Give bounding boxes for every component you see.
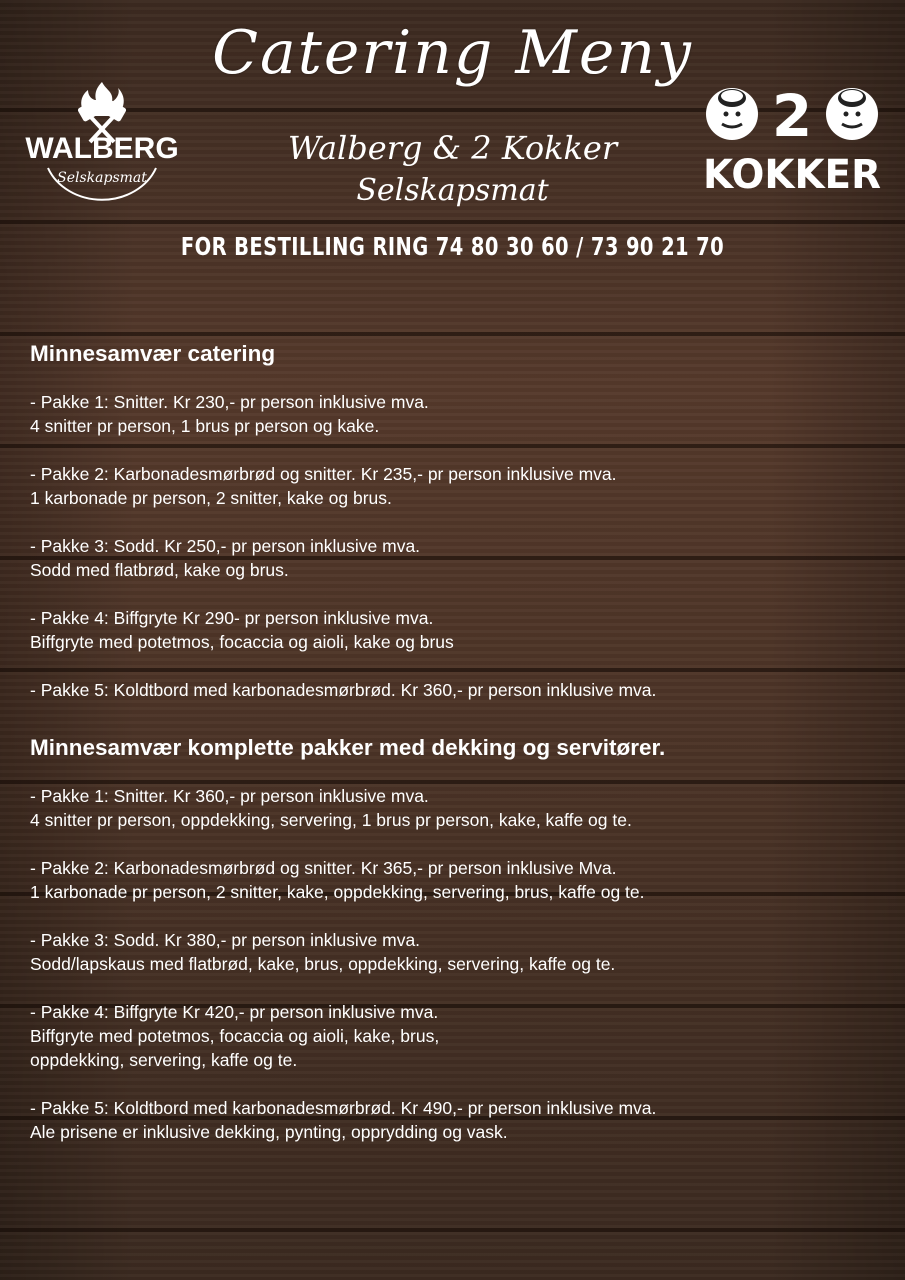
package-title: - Pakke 3: Sodd. Kr 380,- pr person inklusive mva. [30,930,421,950]
package-title: - Pakke 5: Koldtbord med karbonadesmørbrød. Kr 490,- pr person inklusive mva. [30,1098,657,1118]
chef-face-icon [826,88,878,140]
package-item [30,928,890,976]
section-heading: Minnesamvær komplette pakker med dekking og servitører. [30,735,666,760]
package-item [30,856,890,904]
subtitle-line-2: Selskapsmat [356,173,549,208]
package-title: - Pakke 2: Karbonadesmørbrød og snitter. Kr 365,- pr person inklusive Mva. [30,858,617,878]
package-description: Biffgryte med potetmos, focaccia og aioli, kake, brus, [30,1026,440,1046]
page-title: Catering Meny [212,18,693,88]
package-item [30,678,890,702]
package-title: - Pakke 4: Biffgryte Kr 290- pr person inklusive mva. [30,608,434,628]
logo-walberg-text: WALBERG [25,132,179,165]
package-item [30,606,890,654]
package-item [30,390,890,438]
walberg-logo [18,78,186,206]
section-heading: Minnesamvær catering [30,341,276,366]
package-title: - Pakke 3: Sodd. Kr 250,- pr person inklusive mva. [30,536,421,556]
package-description: Ale prisene er inklusive dekking, pynting, opprydding og vask. [30,1122,508,1142]
package-title: - Pakke 2: Karbonadesmørbrød og snitter. Kr 235,- pr person inklusive mva. [30,464,617,484]
order-phone-banner: FOR BESTILLING RING 74 80 30 60 / 73 90 21 70 [180,232,725,261]
subtitle-line-1: Walberg & 2 Kokker [287,129,618,167]
menu-section [30,338,890,702]
package-item [30,462,890,510]
package-description: Sodd med flatbrød, kake og brus. [30,560,289,580]
logo-kokker-text: KOKKER [703,152,881,194]
package-description: Biffgryte med potetmos, focaccia og aioli, kake og brus [30,632,454,652]
package-item [30,1096,890,1144]
package-title: - Pakke 5: Koldtbord med karbonadesmørbrød. Kr 360,- pr person inklusive mva. [30,680,657,700]
package-title: - Pakke 1: Snitter. Kr 360,- pr person inklusive mva. [30,786,429,806]
package-description: 4 snitter pr person, oppdekking, servering, 1 brus pr person, kake, kaffe og te. [30,810,632,830]
package-description: 1 karbonade pr person, 2 snitter, kake, oppdekking, servering, brus, kaffe og te. [30,882,645,902]
package-description: 1 karbonade pr person, 2 snitter, kake og brus. [30,488,392,508]
2-kokker-logo [700,84,884,194]
package-description: oppdekking, servering, kaffe og te. [30,1050,298,1070]
package-description: 4 snitter pr person, 1 brus pr person og kake. [30,416,380,436]
menu-section [30,732,890,1144]
package-title: - Pakke 4: Biffgryte Kr 420,- pr person inklusive mva. [30,1002,439,1022]
menu-content [30,338,890,1168]
logo-walberg-tagline: Selskapsmat [57,170,147,186]
package-description: Sodd/lapskaus med flatbrød, kake, brus, oppdekking, servering, kaffe og te. [30,954,616,974]
package-item [30,1000,890,1072]
package-title: - Pakke 1: Snitter. Kr 230,- pr person inklusive mva. [30,392,429,412]
package-item [30,534,890,582]
package-item [30,784,890,832]
logo-2-text: 2 [771,84,813,150]
